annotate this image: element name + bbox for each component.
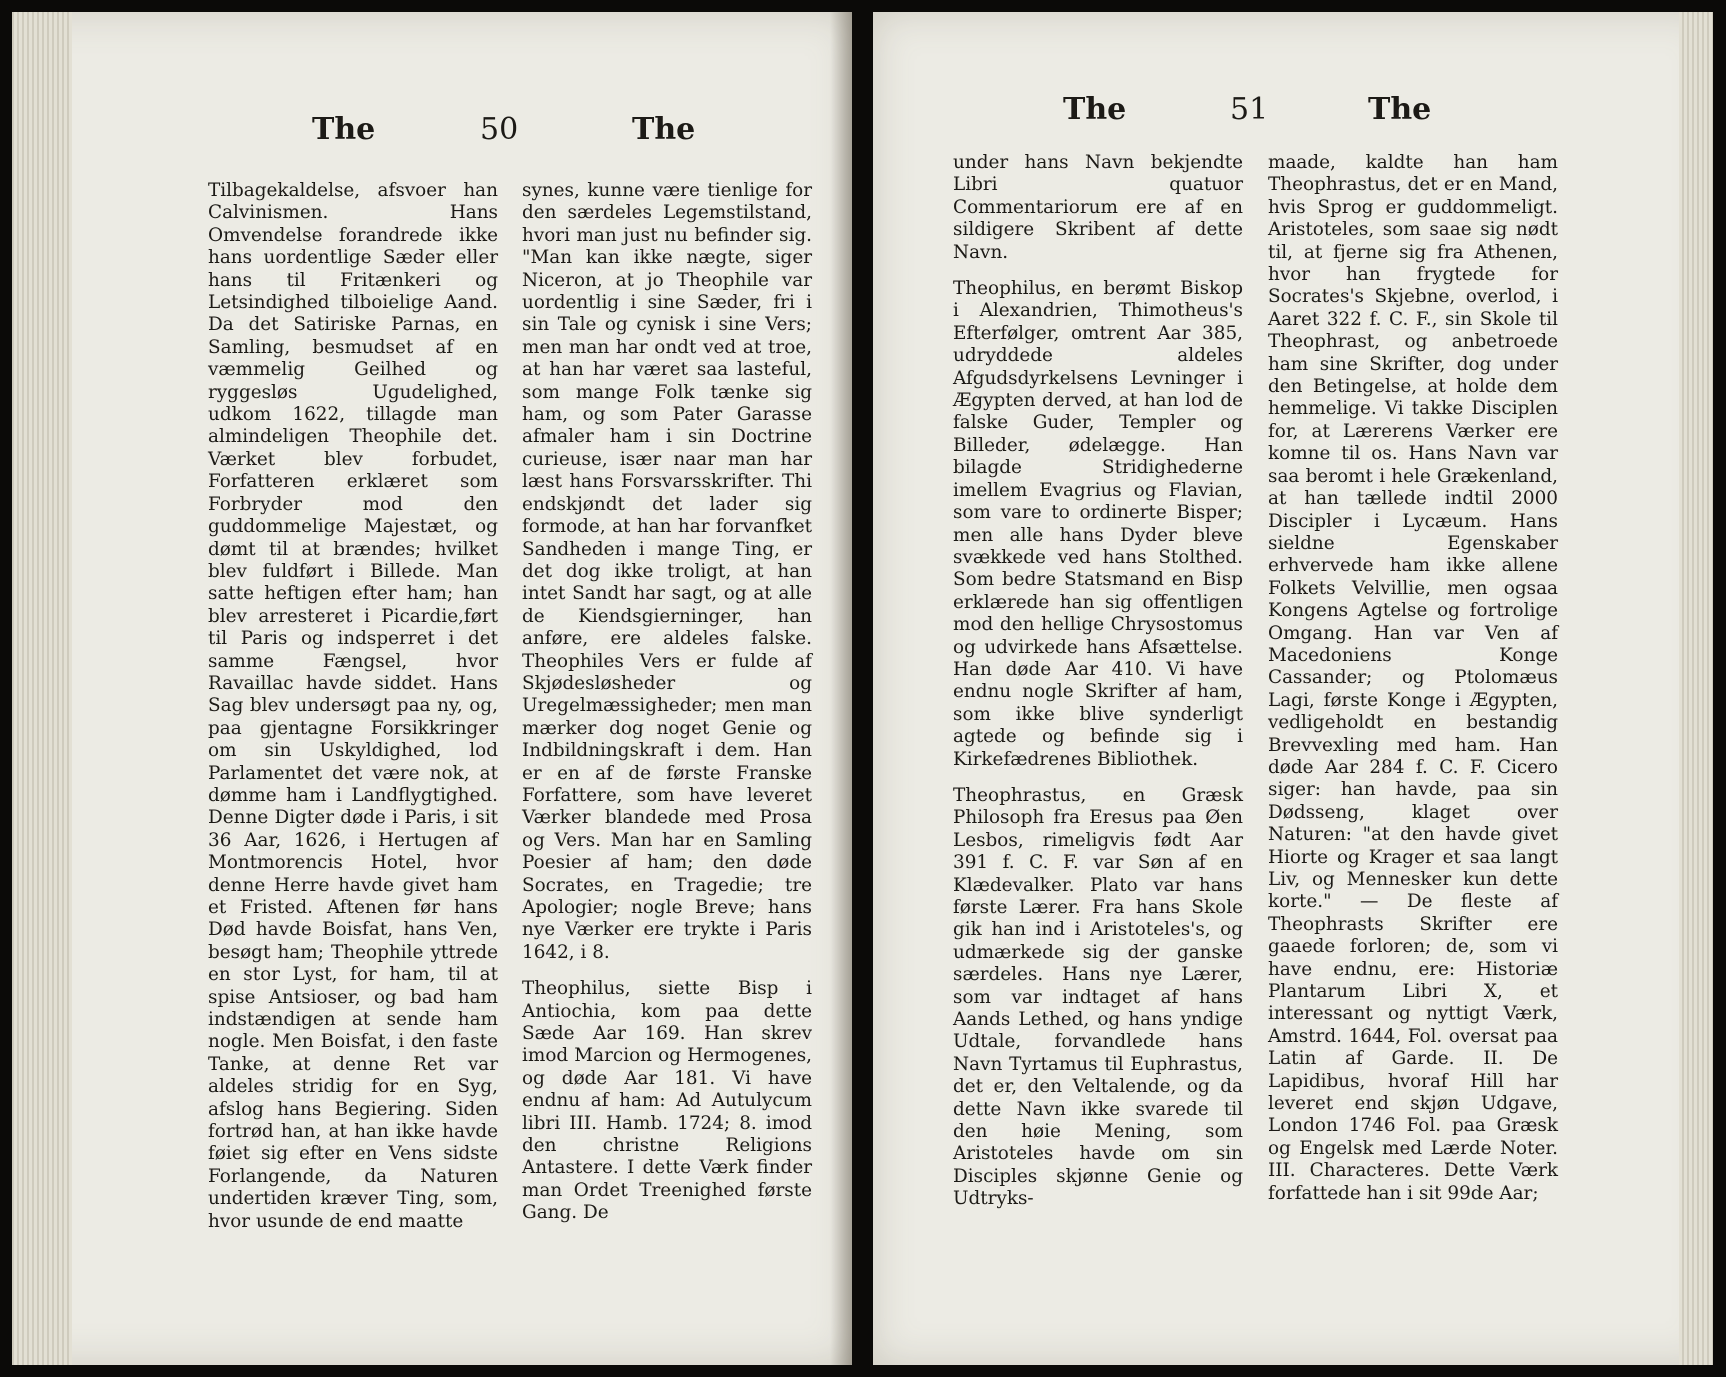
page-number: 51 xyxy=(1230,92,1269,127)
book-spine-shadow xyxy=(830,12,852,1365)
page-edges xyxy=(12,12,72,1365)
right-page xyxy=(873,12,1713,1365)
running-head-right: The xyxy=(632,112,696,147)
paragraph-theophrastus: Theophrastus, en Græsk Philosoph fra Eresus paa Øen Lesbos, rimeligvis født Aar 391 f. C. F. var Søn af en Klædevalker. Plato var hans første Lærer. Fra hans Skole gik han ind i Aristoteles's, og udmærkede sig der ganske særdeles. Hans nye Lærer, som var indtaget af hans Aands Lethed, og hans yndige Udtale, forvandlede hans Navn Tyrtamus til Euphrastus, det er, den Veltalende, og da dette Navn ikke svarede til den høie Mening, som Aristoteles havde om sin Disciples skjønne Genie og Udtryks- xyxy=(953,784,1243,1210)
page-edges xyxy=(1679,12,1713,1365)
paragraph-theophilus-alexandria: Theophilus, en berømt Biskop i Alexandrien, Thimotheus's Efterfølger, omtrent Aar 385, udryddede aldeles Afgudsdyrkelsens Levninger i Ægypten derved, at han lod de falske Guder, Templer og Billeder, ødelægge. Han bilagde Stridighederne imellem Evagrius og Flavian, som vare to ordinerte Bisper; men alle hans Dyder bleve svækkede ved hans Stolthed. Som bedre Statsmand en Bisp erklærede han sig offentligen mod den hellige Chrysostomus og udvirkede hans Afsættelse. Han døde Aar 410. Vi have endnu nogle Skrifter af ham, som ikke blive synderligt agtede og befinde sig i Kirkefædrenes Bibliothek. xyxy=(953,278,1243,770)
running-head-right: The xyxy=(1368,92,1432,127)
text-column-2 xyxy=(1268,152,1558,1205)
paragraph-theophilus-antioch: Theophilus, siette Bisp i Antiochia, kom paa dette Sæde Aar 169. Han skrev imod Marcion og Hermogenes, og døde Aar 181. Vi have endnu af ham: Ad Autulycum libri III. Hamb. 1724; 8. imod den christne Religions Antastere. I dette Værk finder man Ordet Treenighed første Gang. De xyxy=(522,978,812,1224)
paragraph: synes, kunne være tienlige for den særdeles Legemstilstand, hvori man just nu befinder sig. "Man kan ikke nægte, siger Niceron, at jo Theophile var uordentlig i sine Sæder, fri i sin Tale og cynisk i sine Vers; men man har ondt ved at troe, at han har været saa lasteful, som mange Folk tænke sig ham, og som Pater Garasse afmaler ham i sin Doctrine curieuse, især naar man har læst hans Forsvarsskrifter. Thi endskjøndt det lader sig formode, at han har forvanfket Sandheden i mange Ting, er det dog ikke troligt, at han intet Sandt har sagt, og at alle de Kiendsgierninger, han anføre, ere aldeles falske. Theophiles Vers er fulde af Skjødesløsheder og Uregelmæssigheder; men man mærker dog noget Genie og Indbildningskraft i dem. Han er en af de første Franske Forfattere, som have leveret Værker blandede med Prosa og Vers. Man har en Samling Poesier af ham; den døde Socrates, en Tragedie; tre Apologier; nogle Breve; hans nye Værker ere trykte i Paris 1642, i 8. xyxy=(522,180,812,963)
right-page-header xyxy=(873,92,1713,152)
left-page-header xyxy=(12,112,852,172)
paragraph: Tilbagekaldelse, afsvoer han Calvinismen. Hans Omvendelse forandrede ikke hans uordentlige Sæder eller hans til Fritænkeri og Letsindighed tilboielige Aand. Da det Satiriske Parnas, en Samling, besmudset af en væmmelig Geilhed og ryggesløs Ugudelighed, udkom 1622, tillagde man almindeligen Theophile det. Værket blev forbudet, Forfatteren erklæret som Forbryder mod den guddommelige Majestæt, og dømt til at brændes; hvilket blev fuldført i Billede. Man satte heftigen efter ham; han blev arresteret i Picardie,ført til Paris og indsperret i det samme Fængsel, hvor Ravaillac havde siddet. Hans Sag blev undersøgt paa ny, og, paa gjentagne Forsikkringer om sin Uskyldighed, lod Parlamentet det være nok, at dømme ham i Landflygtighed. Denne Digter døde i Paris, i sit 36 Aar, 1626, i Hertugen af Montmorencis Hotel, hvor denne Herre havde givet ham et Fristed. Aftenen før hans Død havde Boisfat, hans Ven, besøgt ham; Theophile yttrede en stor Lyst, for ham, til at spise Antsioser, og bad ham indstændigen at sende ham nogle. Men Boisfat, i den faste Tanke, at denne Ret var aldeles stridig for en Syg, afslog hans Begiering. Siden fortrød han, at han ikke havde føiet sig efter en Vens sidste Forlangende, da Naturen undertiden kræver Ting, som, hvor usunde de end maatte xyxy=(208,180,498,1232)
left-page xyxy=(12,12,852,1365)
text-column-2 xyxy=(522,180,812,1225)
paragraph: under hans Navn bekjendte Libri quatuor Commentariorum ere af en sildigere Skribent af dette Navn. xyxy=(953,152,1243,263)
text-column-1 xyxy=(208,180,498,1233)
page-number: 50 xyxy=(480,112,519,147)
running-head-left: The xyxy=(312,112,376,147)
text-column-1 xyxy=(953,152,1243,1211)
paragraph: maade, kaldte han ham Theophrastus, det er en Mand, hvis Sprog er guddommeligt. Aristoteles, som saae sig nødt til, at fjerne sig fra Athenen, hvor han frygtede for Socrates's Skjebne, overlod, i Aaret 322 f. C. F., sin Skole til Theophrast, og anbetroede ham sine Skrifter, dog under den Betingelse, at holde dem hemmelige. Vi takke Disciplen for, at Lærerens Værker ere komne til os. Hans Navn var saa beromt i hele Grækenland, at han tællede indtil 2000 Discipler i Lycæum. Hans sieldne Egenskaber erhvervede ham ikke allene Folkets Velvillie, men ogsaa Kongens Agtelse og fortrolige Omgang. Han var Ven af Macedoniens Konge Cassander; og Ptolomæus Lagi, første Konge i Ægypten, vedligeholdt en bestandig Brevvexling med ham. Han døde Aar 284 f. C. F. Cicero siger: han havde, paa sin Dødsseng, klaget over Naturen: "at den havde givet Hiorte og Krager et saa langt Liv, og Mennesker kun dette korte." — De fleste af Theophrasts Skrifter ere gaaede forloren; de, som vi have endnu, ere: Historiæ Plantarum Libri X, et interessant og nyttigt Værk, Amstrd. 1644, Fol. oversat paa Latin af Garde. II. De Lapidibus, hvoraf Hill har leveret end skjøn Udgave, London 1746 Fol. paa Græsk og Engelsk med Lærde Noter. III. Characteres. Dette Værk forfattede han i sit 99de Aar; xyxy=(1268,152,1558,1204)
running-head-left: The xyxy=(1063,92,1127,127)
